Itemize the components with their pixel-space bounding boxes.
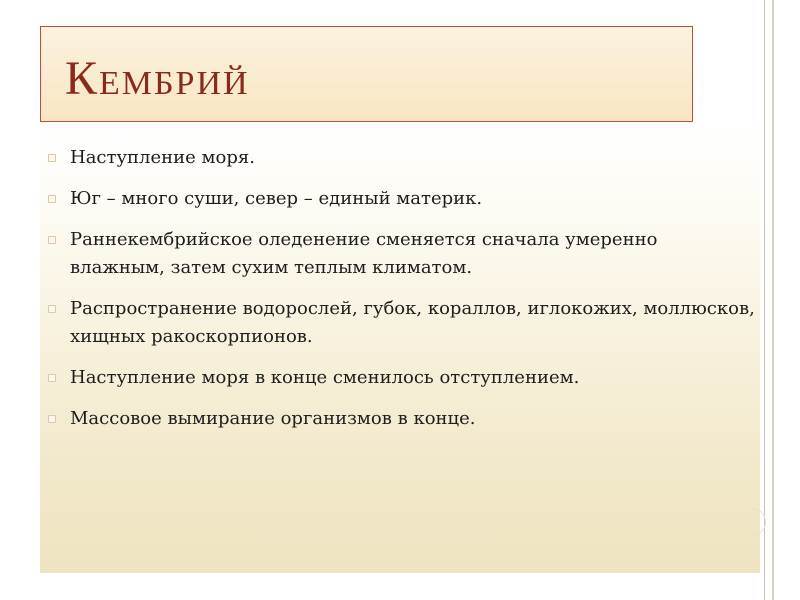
bullet-text: Раннекембрийское оледенение сменяется сначала умеренно влажным, затем сухим теплым климатом. (70, 229, 658, 278)
right-border-line-inner (772, 0, 774, 600)
bullet-item (48, 144, 758, 172)
bullet-text: Юг – много суши, север – единый материк. (70, 188, 483, 209)
square-bullet-icon (48, 374, 56, 382)
title-box (40, 26, 693, 122)
bullet-text: Наступление моря в конце сменилось отступлением. (70, 367, 580, 388)
bullet-item (48, 295, 758, 351)
bullet-item (48, 364, 758, 392)
square-bullet-icon (48, 195, 56, 203)
right-border-line (764, 0, 765, 600)
square-bullet-icon (48, 236, 56, 244)
square-bullet-icon (48, 154, 56, 162)
slide-title: Кембрий (65, 52, 250, 105)
bullet-text: Массовое вымирание организмов в конце. (70, 408, 476, 429)
bullet-item (48, 185, 758, 213)
bullet-text: Распространение водорослей, губок, кораллов, иглокожих, моллюсков, хищных ракоскорпионов. (70, 298, 755, 347)
bullet-item (48, 405, 758, 433)
bullet-text: Наступление моря. (70, 147, 255, 168)
bullet-item (48, 226, 758, 282)
square-bullet-icon (48, 415, 56, 423)
bullet-list (48, 144, 758, 446)
square-bullet-icon (48, 305, 56, 313)
